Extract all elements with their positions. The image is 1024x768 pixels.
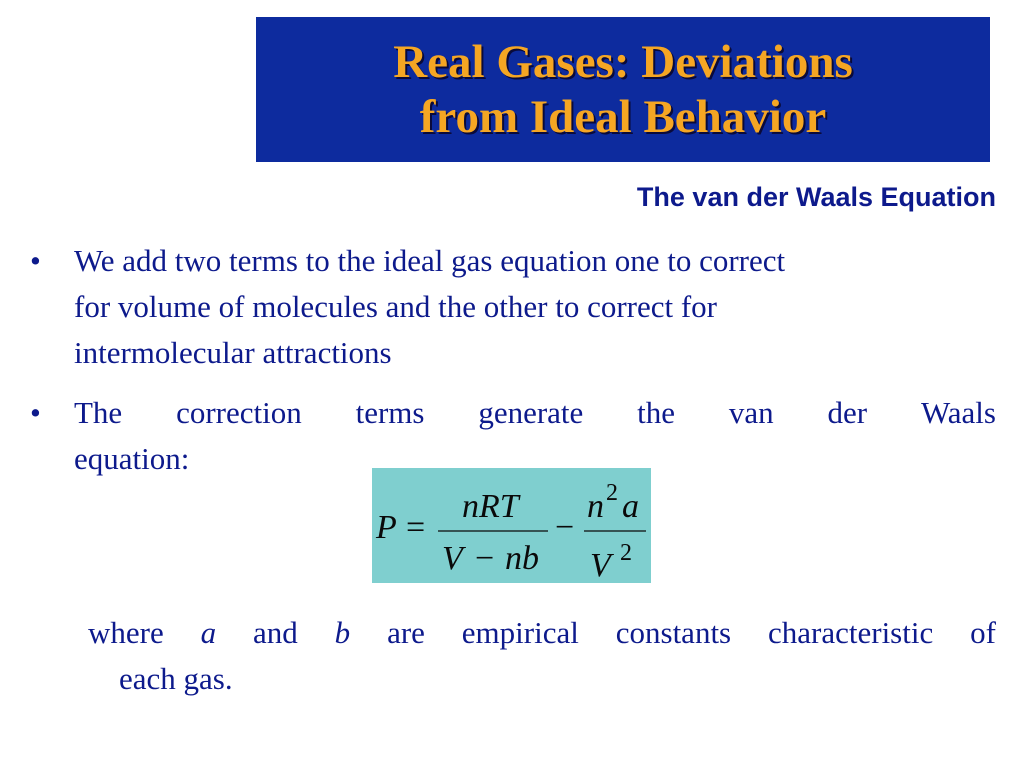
word: the — [637, 395, 676, 430]
word: der — [827, 395, 868, 430]
word: correction — [176, 395, 302, 430]
formula-minus: − — [555, 509, 575, 546]
formula-numerator-2-var: a — [622, 488, 639, 525]
formula-denominator-1-left: V — [442, 540, 463, 577]
formula-denominator-2-base: V — [590, 547, 611, 583]
word: The — [74, 395, 123, 430]
word: Waals — [920, 395, 996, 430]
formula-numerator-1: nRT — [462, 488, 519, 525]
where-note-line: each gas. — [119, 661, 233, 696]
word: van — [728, 395, 774, 430]
word: are — [387, 615, 425, 650]
where-note-line — [88, 610, 996, 656]
bullet-text-line: for volume of molecules and the other to correct for — [74, 289, 718, 324]
slide-title-banner — [256, 17, 990, 162]
word: characteristic — [768, 615, 934, 650]
word: constants — [615, 615, 732, 650]
bullet-text-line: equation: — [74, 441, 190, 476]
word-variable-b: b — [334, 615, 351, 650]
formula-numerator-2-base: n — [587, 488, 604, 525]
bullet-text-line — [74, 390, 996, 436]
word: generate — [478, 395, 584, 430]
formula-denominator-1-right: nb — [505, 540, 539, 577]
formula-lhs: P — [376, 509, 397, 546]
word: terms — [355, 395, 425, 430]
bullet-marker: • — [30, 243, 41, 278]
slide-title-line-1: Real Gases: Deviations — [393, 35, 853, 88]
formula-denominator-1-minus: − — [475, 540, 495, 577]
formula-numerator-2-exponent: 2 — [606, 480, 618, 506]
bullet-text — [74, 238, 996, 376]
bullet-marker: • — [30, 395, 41, 430]
van-der-waals-formula — [372, 468, 651, 583]
slide-subtitle: The van der Waals Equation — [636, 182, 996, 212]
bullet-item — [30, 238, 996, 376]
word: empirical — [461, 615, 579, 650]
word: where — [88, 615, 164, 650]
word: and — [253, 615, 298, 650]
slide-title-line-2: from Ideal Behavior — [419, 90, 827, 143]
bullet-text-line: We add two terms to the ideal gas equation one to correct — [74, 243, 786, 278]
word: of — [970, 615, 996, 650]
formula-denominator-2-exponent: 2 — [620, 540, 632, 566]
where-note — [88, 610, 996, 702]
bullet-text-line: intermolecular attractions — [74, 335, 392, 370]
formula-equals: = — [406, 509, 426, 546]
word-variable-a: a — [200, 615, 217, 650]
